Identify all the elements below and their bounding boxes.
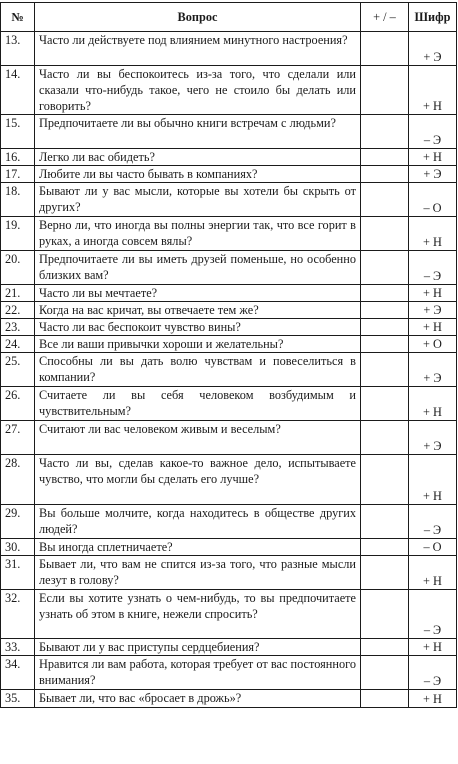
answer-cell[interactable] (361, 32, 409, 66)
answer-cell[interactable] (361, 387, 409, 421)
question-number: 35. (1, 690, 35, 708)
question-text: Часто ли вас беспокоит чувство вины? (35, 319, 361, 336)
question-number: 13. (1, 32, 35, 66)
question-text: Считаете ли вы себя человеком возбудимым и чувствительным? (35, 387, 361, 421)
answer-cell[interactable] (361, 656, 409, 690)
table-header (1, 3, 457, 32)
question-number: 16. (1, 149, 35, 166)
code-cell: – Э (409, 115, 457, 149)
question-number: 31. (1, 556, 35, 590)
answer-cell[interactable] (361, 66, 409, 115)
question-number: 20. (1, 251, 35, 285)
table-row (1, 455, 457, 505)
answer-cell[interactable] (361, 539, 409, 556)
table-body (1, 32, 457, 708)
table-row (1, 319, 457, 336)
table-row (1, 590, 457, 639)
table-row (1, 251, 457, 285)
question-text: Предпочитаете ли вы обычно книги встречам с людьми? (35, 115, 361, 149)
answer-cell[interactable] (361, 166, 409, 183)
question-text: Вы больше молчите, когда находитесь в обществе других людей? (35, 505, 361, 539)
answer-cell[interactable] (361, 690, 409, 708)
answer-cell[interactable] (361, 590, 409, 639)
code-cell: – Э (409, 505, 457, 539)
table-row (1, 149, 457, 166)
table-row (1, 115, 457, 149)
answer-cell[interactable] (361, 217, 409, 251)
question-number: 21. (1, 285, 35, 302)
question-text: Бывают ли у вас мысли, которые вы хотели бы скрыть от других? (35, 183, 361, 217)
code-cell: + Н (409, 217, 457, 251)
question-number: 32. (1, 590, 35, 639)
code-cell: + Н (409, 556, 457, 590)
question-text: Легко ли вас обидеть? (35, 149, 361, 166)
answer-cell[interactable] (361, 556, 409, 590)
code-cell: – О (409, 183, 457, 217)
question-text: Вы иногда сплетничаете? (35, 539, 361, 556)
question-text: Все ли ваши привычки хороши и желательны? (35, 336, 361, 353)
question-text: Часто ли вы беспокоитесь из-за того, что сделали или сказали что-нибудь такое, чего не стоило бы делать или говорить? (35, 66, 361, 115)
question-number: 29. (1, 505, 35, 539)
table-row (1, 639, 457, 656)
code-cell: + О (409, 336, 457, 353)
table-row (1, 539, 457, 556)
question-text: Бывает ли, что вам не спится из-за того, что разные мысли лезут в голову? (35, 556, 361, 590)
code-cell: + Н (409, 387, 457, 421)
code-cell: + Э (409, 302, 457, 319)
table-row (1, 556, 457, 590)
header-plus-minus: + / – (361, 3, 409, 32)
answer-cell[interactable] (361, 183, 409, 217)
question-text: Любите ли вы часто бывать в компаниях? (35, 166, 361, 183)
answer-cell[interactable] (361, 149, 409, 166)
question-number: 23. (1, 319, 35, 336)
code-cell: + Н (409, 319, 457, 336)
code-cell: + Н (409, 455, 457, 505)
table-row (1, 353, 457, 387)
answer-cell[interactable] (361, 505, 409, 539)
answer-cell[interactable] (361, 455, 409, 505)
table-row (1, 656, 457, 690)
answer-cell[interactable] (361, 421, 409, 455)
header-question: Вопрос (35, 3, 361, 32)
question-number: 26. (1, 387, 35, 421)
answer-cell[interactable] (361, 251, 409, 285)
question-number: 22. (1, 302, 35, 319)
question-number: 17. (1, 166, 35, 183)
question-text: Верно ли, что иногда вы полны энергии так, что все горит в руках, а иногда совсем вялы? (35, 217, 361, 251)
question-text: Считают ли вас человеком живым и веселым? (35, 421, 361, 455)
question-text: Бывает ли, что вас «бросает в дрожь»? (35, 690, 361, 708)
question-text: Если вы хотите узнать о чем-нибудь, то вы предпочитаете узнать об этом в книге, нежели спросить? (35, 590, 361, 639)
question-number: 27. (1, 421, 35, 455)
table-row (1, 166, 457, 183)
question-number: 14. (1, 66, 35, 115)
answer-cell[interactable] (361, 302, 409, 319)
table-row (1, 66, 457, 115)
table-row (1, 183, 457, 217)
question-number: 34. (1, 656, 35, 690)
header-number: № (1, 3, 35, 32)
code-cell: + Э (409, 32, 457, 66)
question-text: Бывают ли у вас приступы сердцебиения? (35, 639, 361, 656)
header-code: Шифр (409, 3, 457, 32)
question-number: 24. (1, 336, 35, 353)
answer-cell[interactable] (361, 336, 409, 353)
code-cell: + Э (409, 353, 457, 387)
answer-cell[interactable] (361, 639, 409, 656)
code-cell: – Э (409, 656, 457, 690)
question-text: Часто ли вы, сделав какое-то важное дело, испытываете чувство, что могли бы сделать его лучше? (35, 455, 361, 505)
table-row (1, 690, 457, 708)
table-row (1, 285, 457, 302)
question-text: Предпочитаете ли вы иметь друзей поменьше, но особенно близких вам? (35, 251, 361, 285)
code-cell: + Э (409, 421, 457, 455)
code-cell: + Н (409, 639, 457, 656)
table-row (1, 421, 457, 455)
table-row (1, 32, 457, 66)
question-number: 30. (1, 539, 35, 556)
question-number: 15. (1, 115, 35, 149)
table-row (1, 336, 457, 353)
question-text: Нравится ли вам работа, которая требует от вас постоянного внимания? (35, 656, 361, 690)
answer-cell[interactable] (361, 285, 409, 302)
code-cell: – Э (409, 251, 457, 285)
table-row (1, 505, 457, 539)
code-cell: + Н (409, 66, 457, 115)
question-text: Часто ли действуете под влиянием минутного настроения? (35, 32, 361, 66)
code-cell: – О (409, 539, 457, 556)
question-text: Когда на вас кричат, вы отвечаете тем же? (35, 302, 361, 319)
code-cell: – Э (409, 590, 457, 639)
table-row (1, 302, 457, 319)
code-cell: + Э (409, 166, 457, 183)
question-text: Часто ли вы мечтаете? (35, 285, 361, 302)
questionnaire-table (0, 2, 457, 708)
question-number: 28. (1, 455, 35, 505)
code-cell: + Н (409, 149, 457, 166)
code-cell: + Н (409, 285, 457, 302)
question-number: 18. (1, 183, 35, 217)
question-number: 19. (1, 217, 35, 251)
answer-cell[interactable] (361, 115, 409, 149)
answer-cell[interactable] (361, 319, 409, 336)
question-number: 33. (1, 639, 35, 656)
answer-cell[interactable] (361, 353, 409, 387)
question-number: 25. (1, 353, 35, 387)
table-row (1, 217, 457, 251)
table-row (1, 387, 457, 421)
question-text: Способны ли вы дать волю чувствам и повеселиться в компании? (35, 353, 361, 387)
code-cell: + Н (409, 690, 457, 708)
